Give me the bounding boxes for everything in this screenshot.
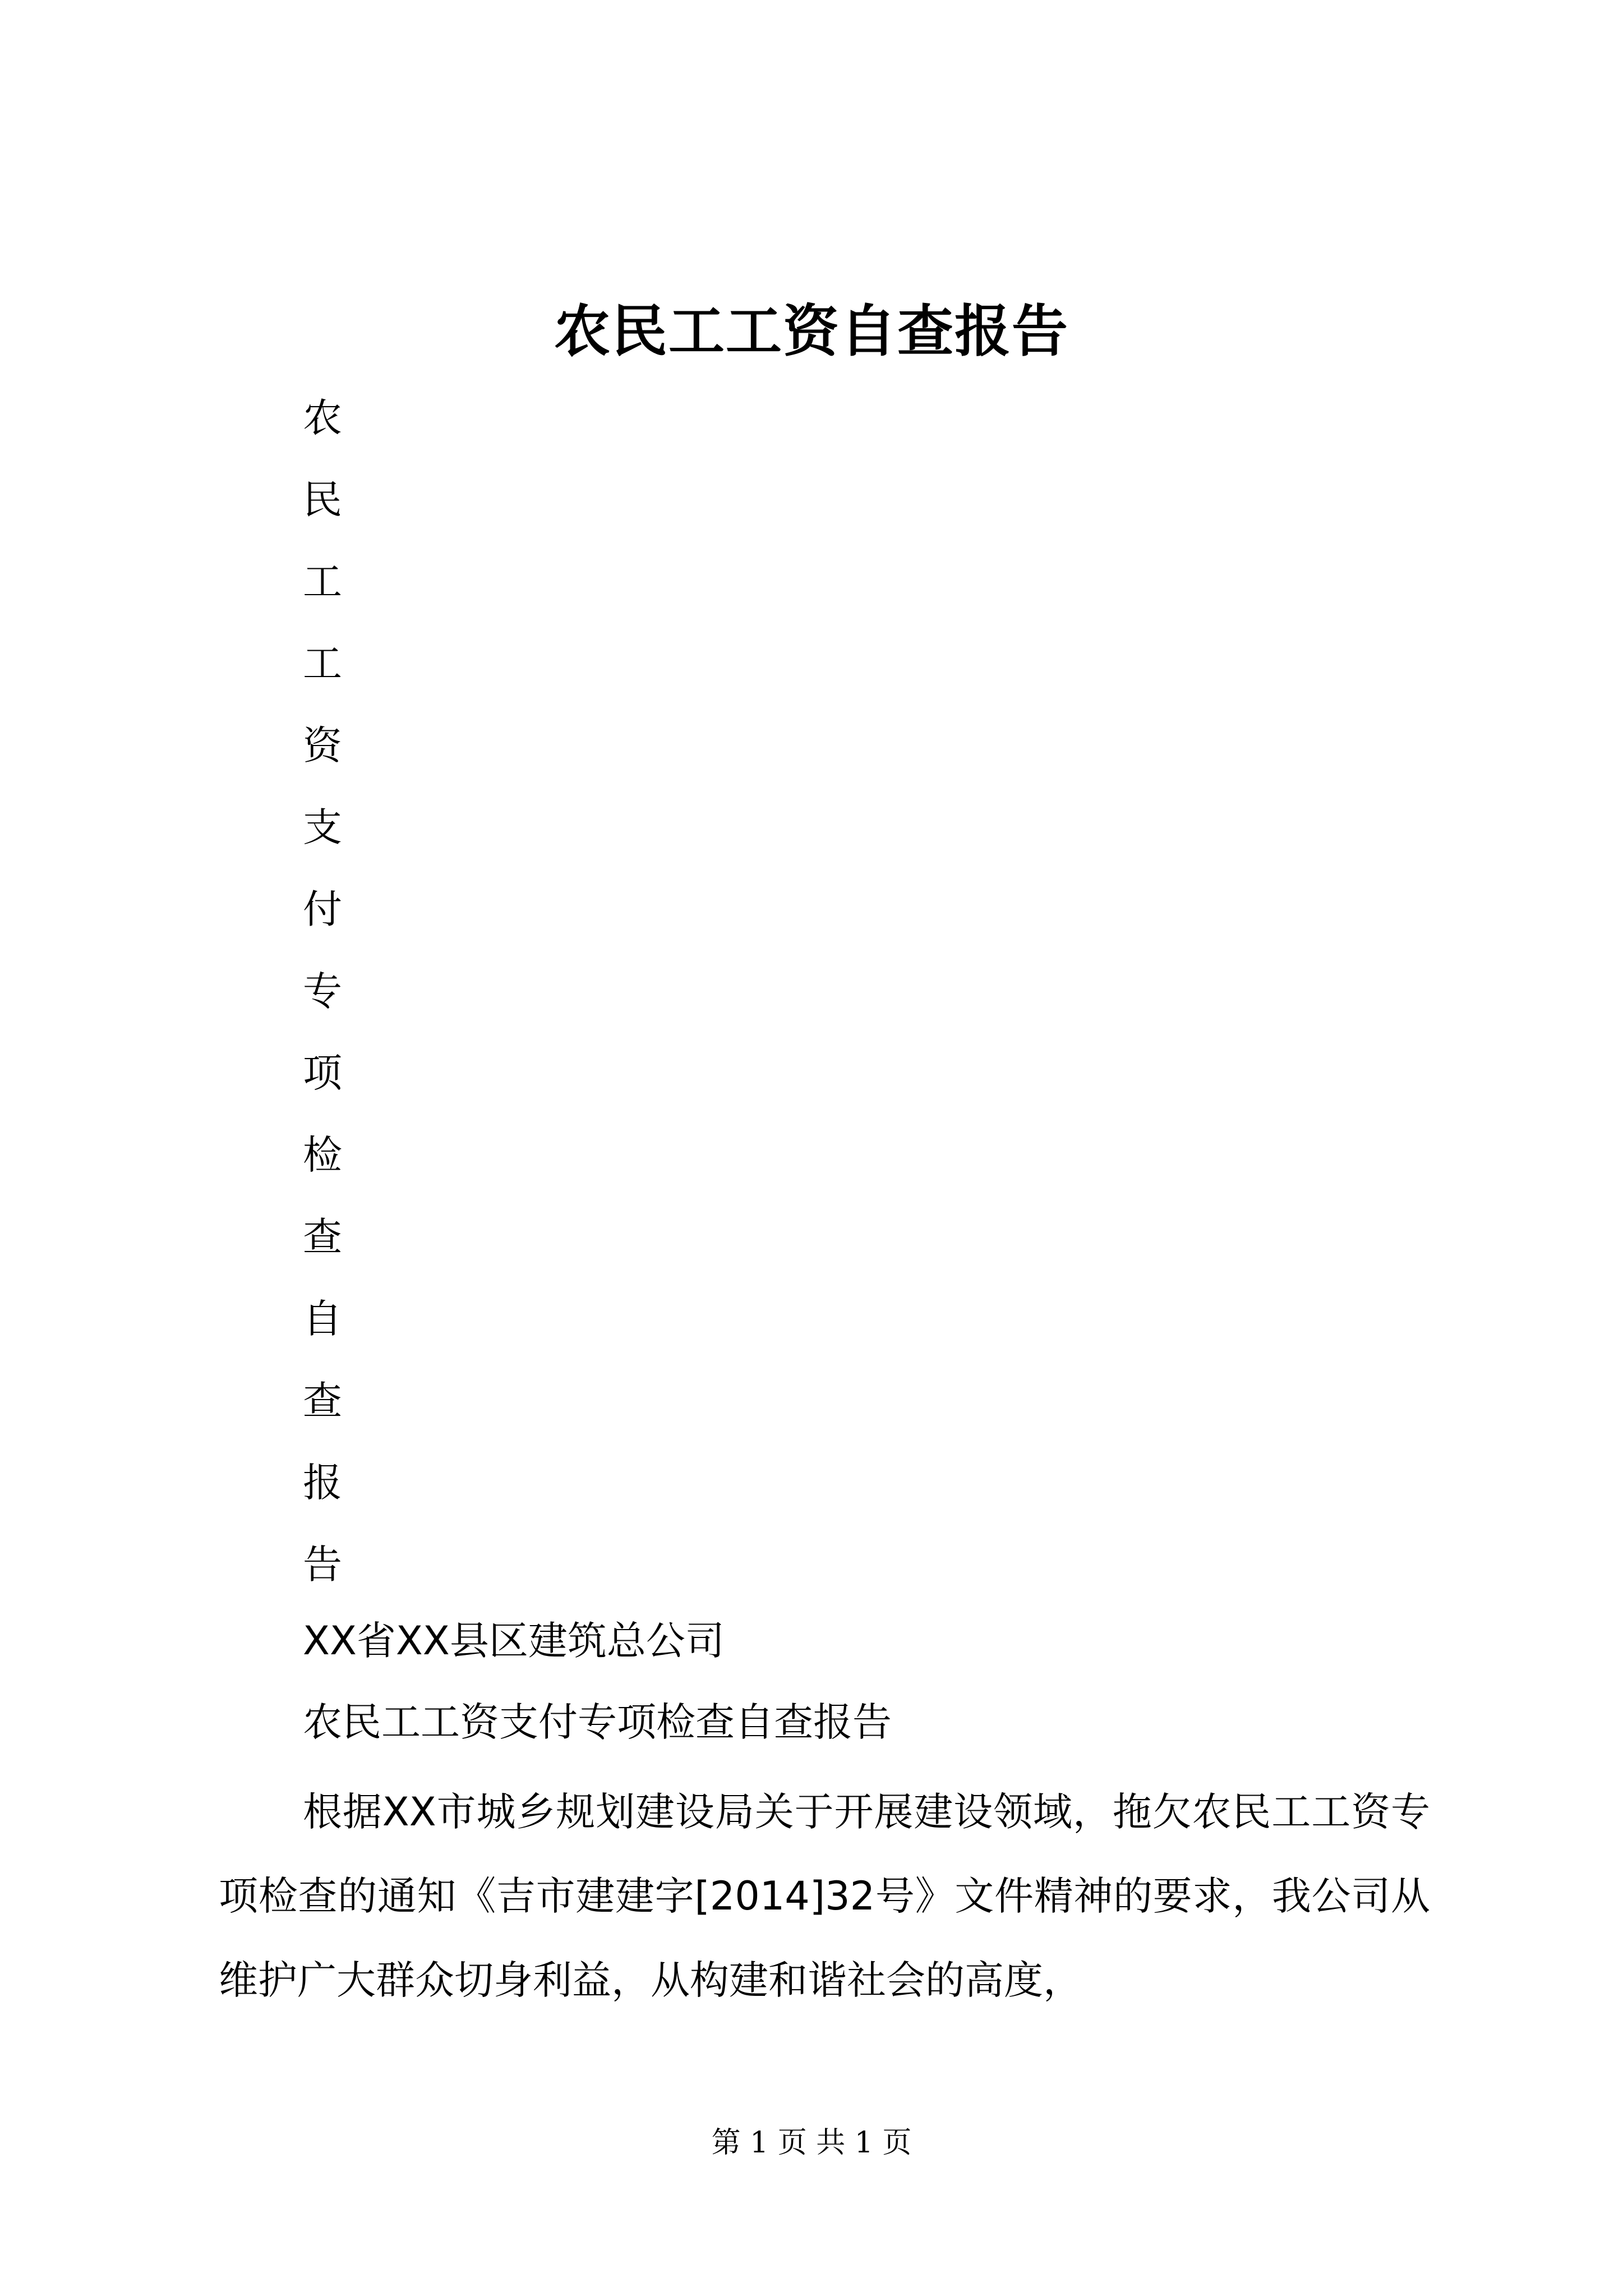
vertical-char: 检 xyxy=(303,1132,342,1178)
vertical-char: 支 xyxy=(303,804,342,850)
document-title: 农民工工资自查报告 xyxy=(554,298,1069,364)
vertical-title-list xyxy=(303,387,342,1616)
vertical-char: 农 xyxy=(303,395,342,441)
vertical-char: 告 xyxy=(303,1542,342,1588)
page-footer: 第 1 页 共 1 页 xyxy=(711,2126,912,2160)
vertical-char: 查 xyxy=(303,1214,342,1260)
vertical-char: 项 xyxy=(303,1050,342,1096)
vertical-char: 资 xyxy=(303,723,342,769)
body-paragraph: 根据XX市城乡规划建设局关于开展建设领域，拖欠农民工工资专项检查的通知《吉市建建字[2014]32号》文件精神的要求，我公司从维护广大群众切身利益，从构建和谐社会的高度， xyxy=(219,1789,1430,2003)
report-subtitle: 农民工工资支付专项检查自查报告 xyxy=(303,1699,892,1745)
company-name: XX省XX县区建筑总公司 xyxy=(303,1618,725,1664)
vertical-char: 查 xyxy=(303,1378,342,1424)
vertical-char: 自 xyxy=(303,1296,342,1342)
vertical-char: 报 xyxy=(303,1460,342,1506)
vertical-char: 民 xyxy=(303,477,342,523)
vertical-char: 专 xyxy=(303,968,342,1014)
vertical-char: 工 xyxy=(303,559,342,605)
vertical-char: 付 xyxy=(303,886,342,932)
vertical-char: 工 xyxy=(303,641,342,687)
